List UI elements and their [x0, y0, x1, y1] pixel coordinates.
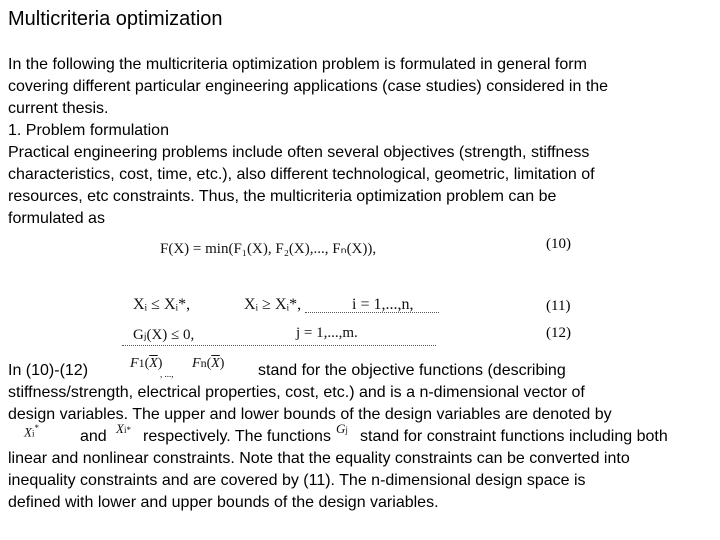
- bottom-line-6: inequality constraints and are covered by (11). The n-dimensional design space is: [8, 472, 586, 489]
- equation-10: F(X) = min(F₁(X), F₂(X),..., Fₙ(X)),: [160, 241, 377, 257]
- bottom-line-4-middle: respectively. The functions: [143, 428, 331, 445]
- bottom-line-4-end: stand for constraint functions including both: [360, 428, 668, 445]
- equation-11-range: i = 1,...,n,: [352, 296, 414, 313]
- equation-12-left: Gⱼ(X) ≤ 0,: [133, 327, 195, 343]
- intro-line: In the following the multicriteria optimization problem is formulated in general form: [8, 56, 587, 73]
- equation-12-dotted-rule: [122, 345, 436, 346]
- intro-line: current thesis.: [8, 100, 109, 117]
- ellipsis-mark: , ...,: [160, 369, 174, 379]
- equation-11-left: Xᵢ ≤ Xᵢ*,: [133, 296, 191, 313]
- bottom-line-2: stiffness/strength, electrical properties, cost, etc.) and is a n-dimensional vector of: [8, 384, 585, 401]
- equation-11-dotted-rule: [305, 312, 439, 313]
- bottom-line-1-prefix: In (10)-(12): [8, 362, 89, 379]
- equation-10-number: (10): [546, 236, 571, 252]
- bottom-line-4-and: and: [80, 428, 107, 445]
- equation-11-number: (11): [546, 298, 571, 314]
- problem-line: characteristics, cost, time, etc.), also different technological, geometric, limitation of: [8, 166, 595, 183]
- objective-function-f1: $F1(\overline{X})$: [130, 356, 163, 371]
- equation-12-range: j = 1,...,m.: [296, 325, 358, 341]
- bottom-line-1-suffix: stand for the objective functions (describing: [258, 362, 566, 379]
- upper-bound-symbol: Xi*: [24, 423, 39, 440]
- problem-line: resources, etc constraints. Thus, the multicriteria optimization problem can be: [8, 188, 557, 205]
- section-heading: 1. Problem formulation: [8, 122, 169, 139]
- page-title: Multicriteria optimization: [8, 8, 223, 30]
- objective-function-fn: $Fn(\overline{X})$: [192, 356, 225, 371]
- equation-11-mid: Xᵢ ≥ Xᵢ*,: [244, 296, 302, 313]
- equation-12-number: (12): [546, 325, 571, 341]
- problem-line: Practical engineering problems include often several objectives (strength, stiffness: [8, 144, 590, 161]
- lower-bound-symbol: Xi*: [116, 421, 131, 436]
- bottom-line-3: design variables. The upper and lower bounds of the design variables are denoted by: [8, 406, 612, 423]
- constraint-function-symbol: Gj: [336, 421, 348, 436]
- bottom-line-5: linear and nonlinear constraints. Note that the equality constraints can be converted into: [8, 450, 630, 467]
- problem-line: formulated as: [8, 210, 105, 227]
- intro-line: covering different particular engineering applications (case studies) considered in the: [8, 78, 609, 95]
- bottom-line-7: defined with lower and upper bounds of the design variables.: [8, 494, 439, 511]
